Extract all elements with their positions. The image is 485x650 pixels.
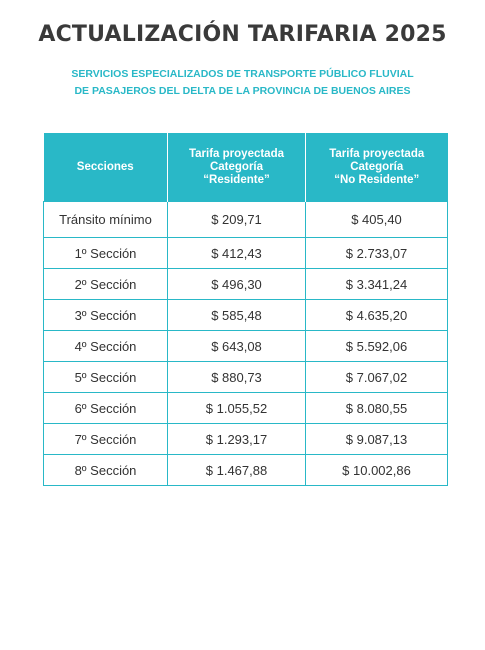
cell-no-residente: $ 2.733,07 (306, 238, 448, 269)
page-subtitle (0, 66, 485, 100)
subtitle-line-1: SERVICIOS ESPECIALIZADOS DE TRANSPORTE PÚBLICO FLUVIAL (71, 68, 414, 80)
cell-seccion: 6º Sección (44, 393, 168, 424)
cell-no-residente: $ 5.592,06 (306, 331, 448, 362)
cell-residente: $ 209,71 (168, 202, 306, 238)
cell-seccion: 7º Sección (44, 424, 168, 455)
page-title: ACTUALIZACIÓN TARIFARIA 2025 (38, 22, 447, 47)
table-header-row (44, 133, 448, 202)
cell-no-residente: $ 3.341,24 (306, 269, 448, 300)
cell-residente: $ 643,08 (168, 331, 306, 362)
table-row (44, 202, 448, 238)
cell-seccion: 8º Sección (44, 455, 168, 486)
cell-seccion: 1º Sección (44, 238, 168, 269)
cell-seccion: Tránsito mínimo (44, 202, 168, 238)
table-row (44, 455, 448, 486)
cell-no-residente: $ 405,40 (306, 202, 448, 238)
cell-residente: $ 585,48 (168, 300, 306, 331)
cell-seccion: 4º Sección (44, 331, 168, 362)
header-secciones: Secciones (44, 133, 168, 202)
cell-no-residente: $ 9.087,13 (306, 424, 448, 455)
table-row (44, 393, 448, 424)
cell-residente: $ 412,43 (168, 238, 306, 269)
cell-seccion: 3º Sección (44, 300, 168, 331)
table-row (44, 362, 448, 393)
table-row (44, 238, 448, 269)
cell-residente: $ 880,73 (168, 362, 306, 393)
cell-seccion: 5º Sección (44, 362, 168, 393)
table-row (44, 300, 448, 331)
tariff-table (43, 133, 448, 486)
table-row (44, 331, 448, 362)
header-tarifa-residente: Tarifa proyectada Categoría “Residente” (168, 133, 306, 202)
cell-residente: $ 1.293,17 (168, 424, 306, 455)
subtitle-line-2: DE PASAJEROS DEL DELTA DE LA PROVINCIA DE BUENOS AIRES (74, 85, 411, 97)
header-tarifa-no-residente: Tarifa proyectada Categoría “No Residente” (306, 133, 448, 202)
cell-no-residente: $ 10.002,86 (306, 455, 448, 486)
cell-residente: $ 496,30 (168, 269, 306, 300)
cell-no-residente: $ 4.635,20 (306, 300, 448, 331)
cell-residente: $ 1.467,88 (168, 455, 306, 486)
cell-no-residente: $ 7.067,02 (306, 362, 448, 393)
table-row (44, 424, 448, 455)
cell-residente: $ 1.055,52 (168, 393, 306, 424)
table-row (44, 269, 448, 300)
cell-no-residente: $ 8.080,55 (306, 393, 448, 424)
cell-seccion: 2º Sección (44, 269, 168, 300)
